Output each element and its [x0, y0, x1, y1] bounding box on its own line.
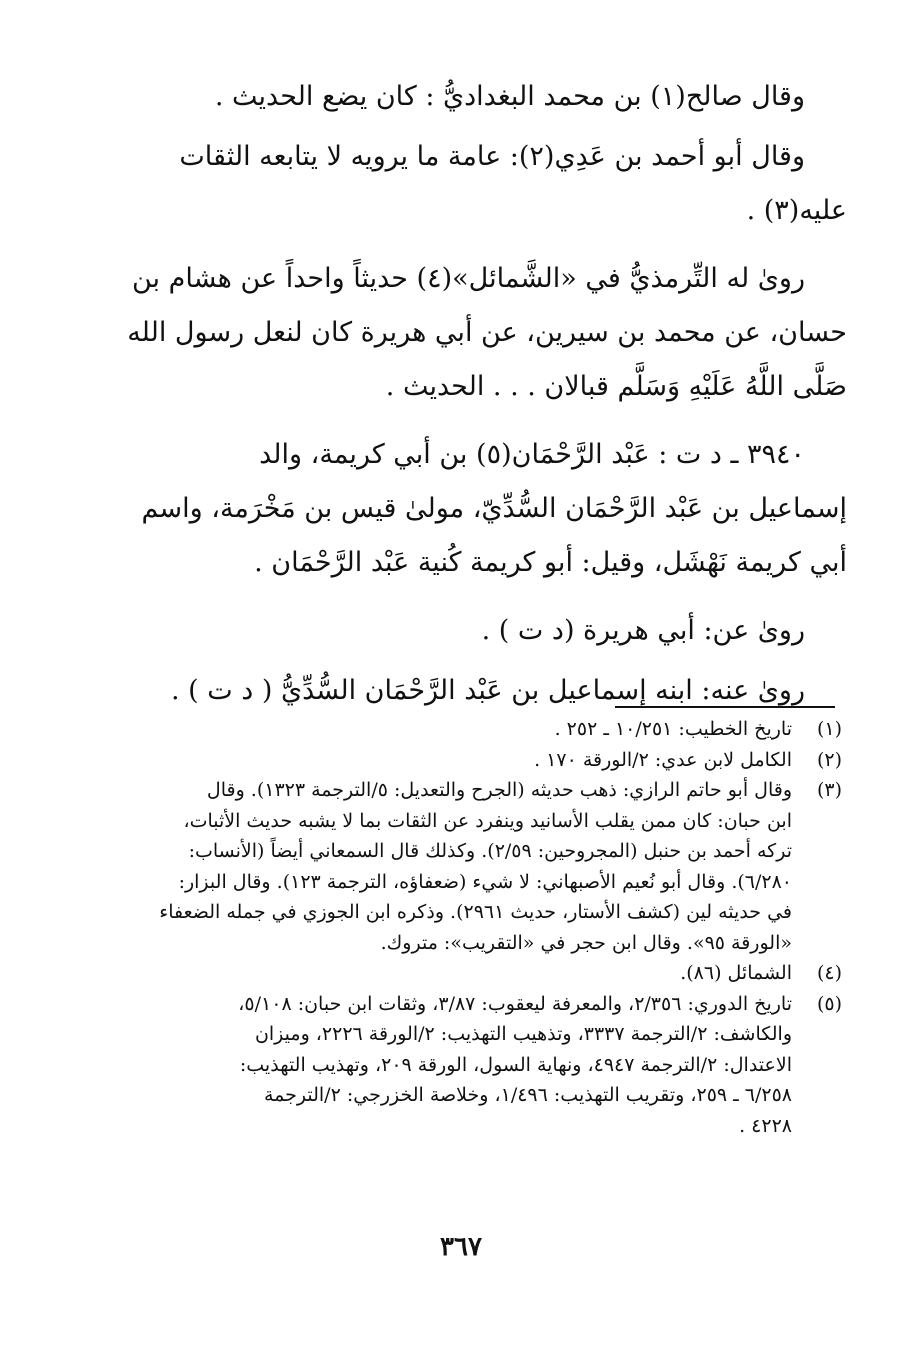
- footnote: [120, 775, 842, 958]
- narrated-from-line: روىٰ عن: أبي هريرة (د ت ) .: [481, 615, 805, 646]
- text-line: أبي كريمة نَهْشَل، وقيل: أبو كريمة كُنية عَبْد الرَّحْمَان .: [254, 547, 847, 578]
- footnote-line: «الورقة ٩٥». وقال ابن حجر في «التقريب»: متروك.: [380, 931, 792, 954]
- footnote-line: ابن حبان: كان ممن يقلب الأسانيد وينفرد عن الثقات بما لا يشبه حديث الأثبات،: [183, 809, 792, 832]
- footnote-number: (٥): [816, 992, 842, 1015]
- footnote-number: (١): [816, 718, 842, 740]
- footnote: [120, 714, 842, 745]
- page-number: ٣٦٧: [440, 1232, 482, 1262]
- footnote-line: والكاشف: ٢/الترجمة ٣٣٣٧، وتذهيب التهذيب: ٢/الورقة ٢٢٢٦، وميزان: [254, 1023, 792, 1045]
- footnote-line: تركه أحمد بن حنبل (المجروحين: ٢/٥٩). وكذلك قال السمعاني أيضاً (الأنساب:: [188, 840, 792, 862]
- footnote-number: (٢): [816, 748, 842, 771]
- footnote-line: في حديثه لين (كشف الأستار، حديث ٢٩٦١). وذكره ابن الجوزي في جمله الضعفاء: [159, 901, 792, 923]
- entry-heading: ٣٩٤٠ ـ د ت : عَبْد الرَّحْمَان(٥) بن أبي كريمة، والد: [259, 439, 805, 470]
- text-line: صَلَّى اللَّهُ عَلَيْهِ وَسَلَّم قبالان . . . الحديث .: [385, 371, 847, 402]
- footnote-number: (٤): [816, 962, 842, 984]
- footnote-line: ٦/٢٨٠). وقال أبو نُعيم الأصبهاني: لا شيء (ضعفاؤه، الترجمة ١٢٣). وقال البزار:: [178, 870, 792, 893]
- footnote-line: تاريخ الخطيب: ١٠/٢٥١ ـ ٢٥٢ .: [554, 718, 792, 740]
- text-line: روىٰ له التِّرمذيُّ في «الشَّمائل»(٤) حديثاً واحداً عن هشام بن: [131, 263, 805, 294]
- footnote-line: الكامل لابن عدي: ٢/الورقة ١٧٠ .: [534, 748, 792, 771]
- main-text: [125, 70, 847, 718]
- footnote-line: تاريخ الدوري: ٢/٣٥٦، والمعرفة ليعقوب: ٣/٨٧، وثقات ابن حبان: ٥/١٠٨،: [238, 992, 792, 1015]
- footnote-line: الاعتدال: ٢/الترجمة ٤٩٤٧، ونهاية السول، الورقة ٢٠٩، وتهذيب التهذيب:: [239, 1053, 792, 1076]
- footnote: [120, 989, 842, 1142]
- footnote-line: ٦/٢٥٨ ـ ٢٥٩، وتقريب التهذيب: ١/٤٩٦، وخلاصة الخزرجي: ٢/الترجمة: [263, 1084, 792, 1106]
- footnote: [120, 745, 842, 776]
- text-line: عليه(٣) .: [746, 195, 847, 226]
- narrated-by-line: روىٰ عنه: ابنه إسماعيل بن عَبْد الرَّحْمَان السُّدِّيُّ ( د ت ) .: [170, 675, 805, 706]
- text-line: وقال أبو أحمد بن عَدِي(٢): عامة ما يرويه لا يتابعه الثقات: [179, 141, 805, 172]
- footnote-line: وقال أبو حاتم الرازي: ذهب حديثه (الجرح والتعديل: ٥/الترجمة ١٣٢٣). وقال: [206, 779, 792, 801]
- text-line: حسان، عن محمد بن سيرين، عن أبي هريرة كان لنعل رسول الله: [127, 317, 847, 348]
- footnote-line: ٤٢٢٨ .: [739, 1114, 792, 1137]
- text-line: إسماعيل بن عَبْد الرَّحْمَان السُّدِّيّ، مولىٰ قيس بن مَخْرَمة، واسم: [141, 493, 847, 524]
- footnote: [120, 958, 842, 989]
- footnote-number: (٣): [816, 779, 842, 801]
- footnote-line: الشمائل (٨٦).: [680, 962, 792, 984]
- footnotes: [120, 714, 842, 1141]
- footnote-divider: [615, 706, 835, 708]
- text-line: وقال صالح(١) بن محمد البغداديُّ : كان يضع الحديث .: [214, 81, 805, 112]
